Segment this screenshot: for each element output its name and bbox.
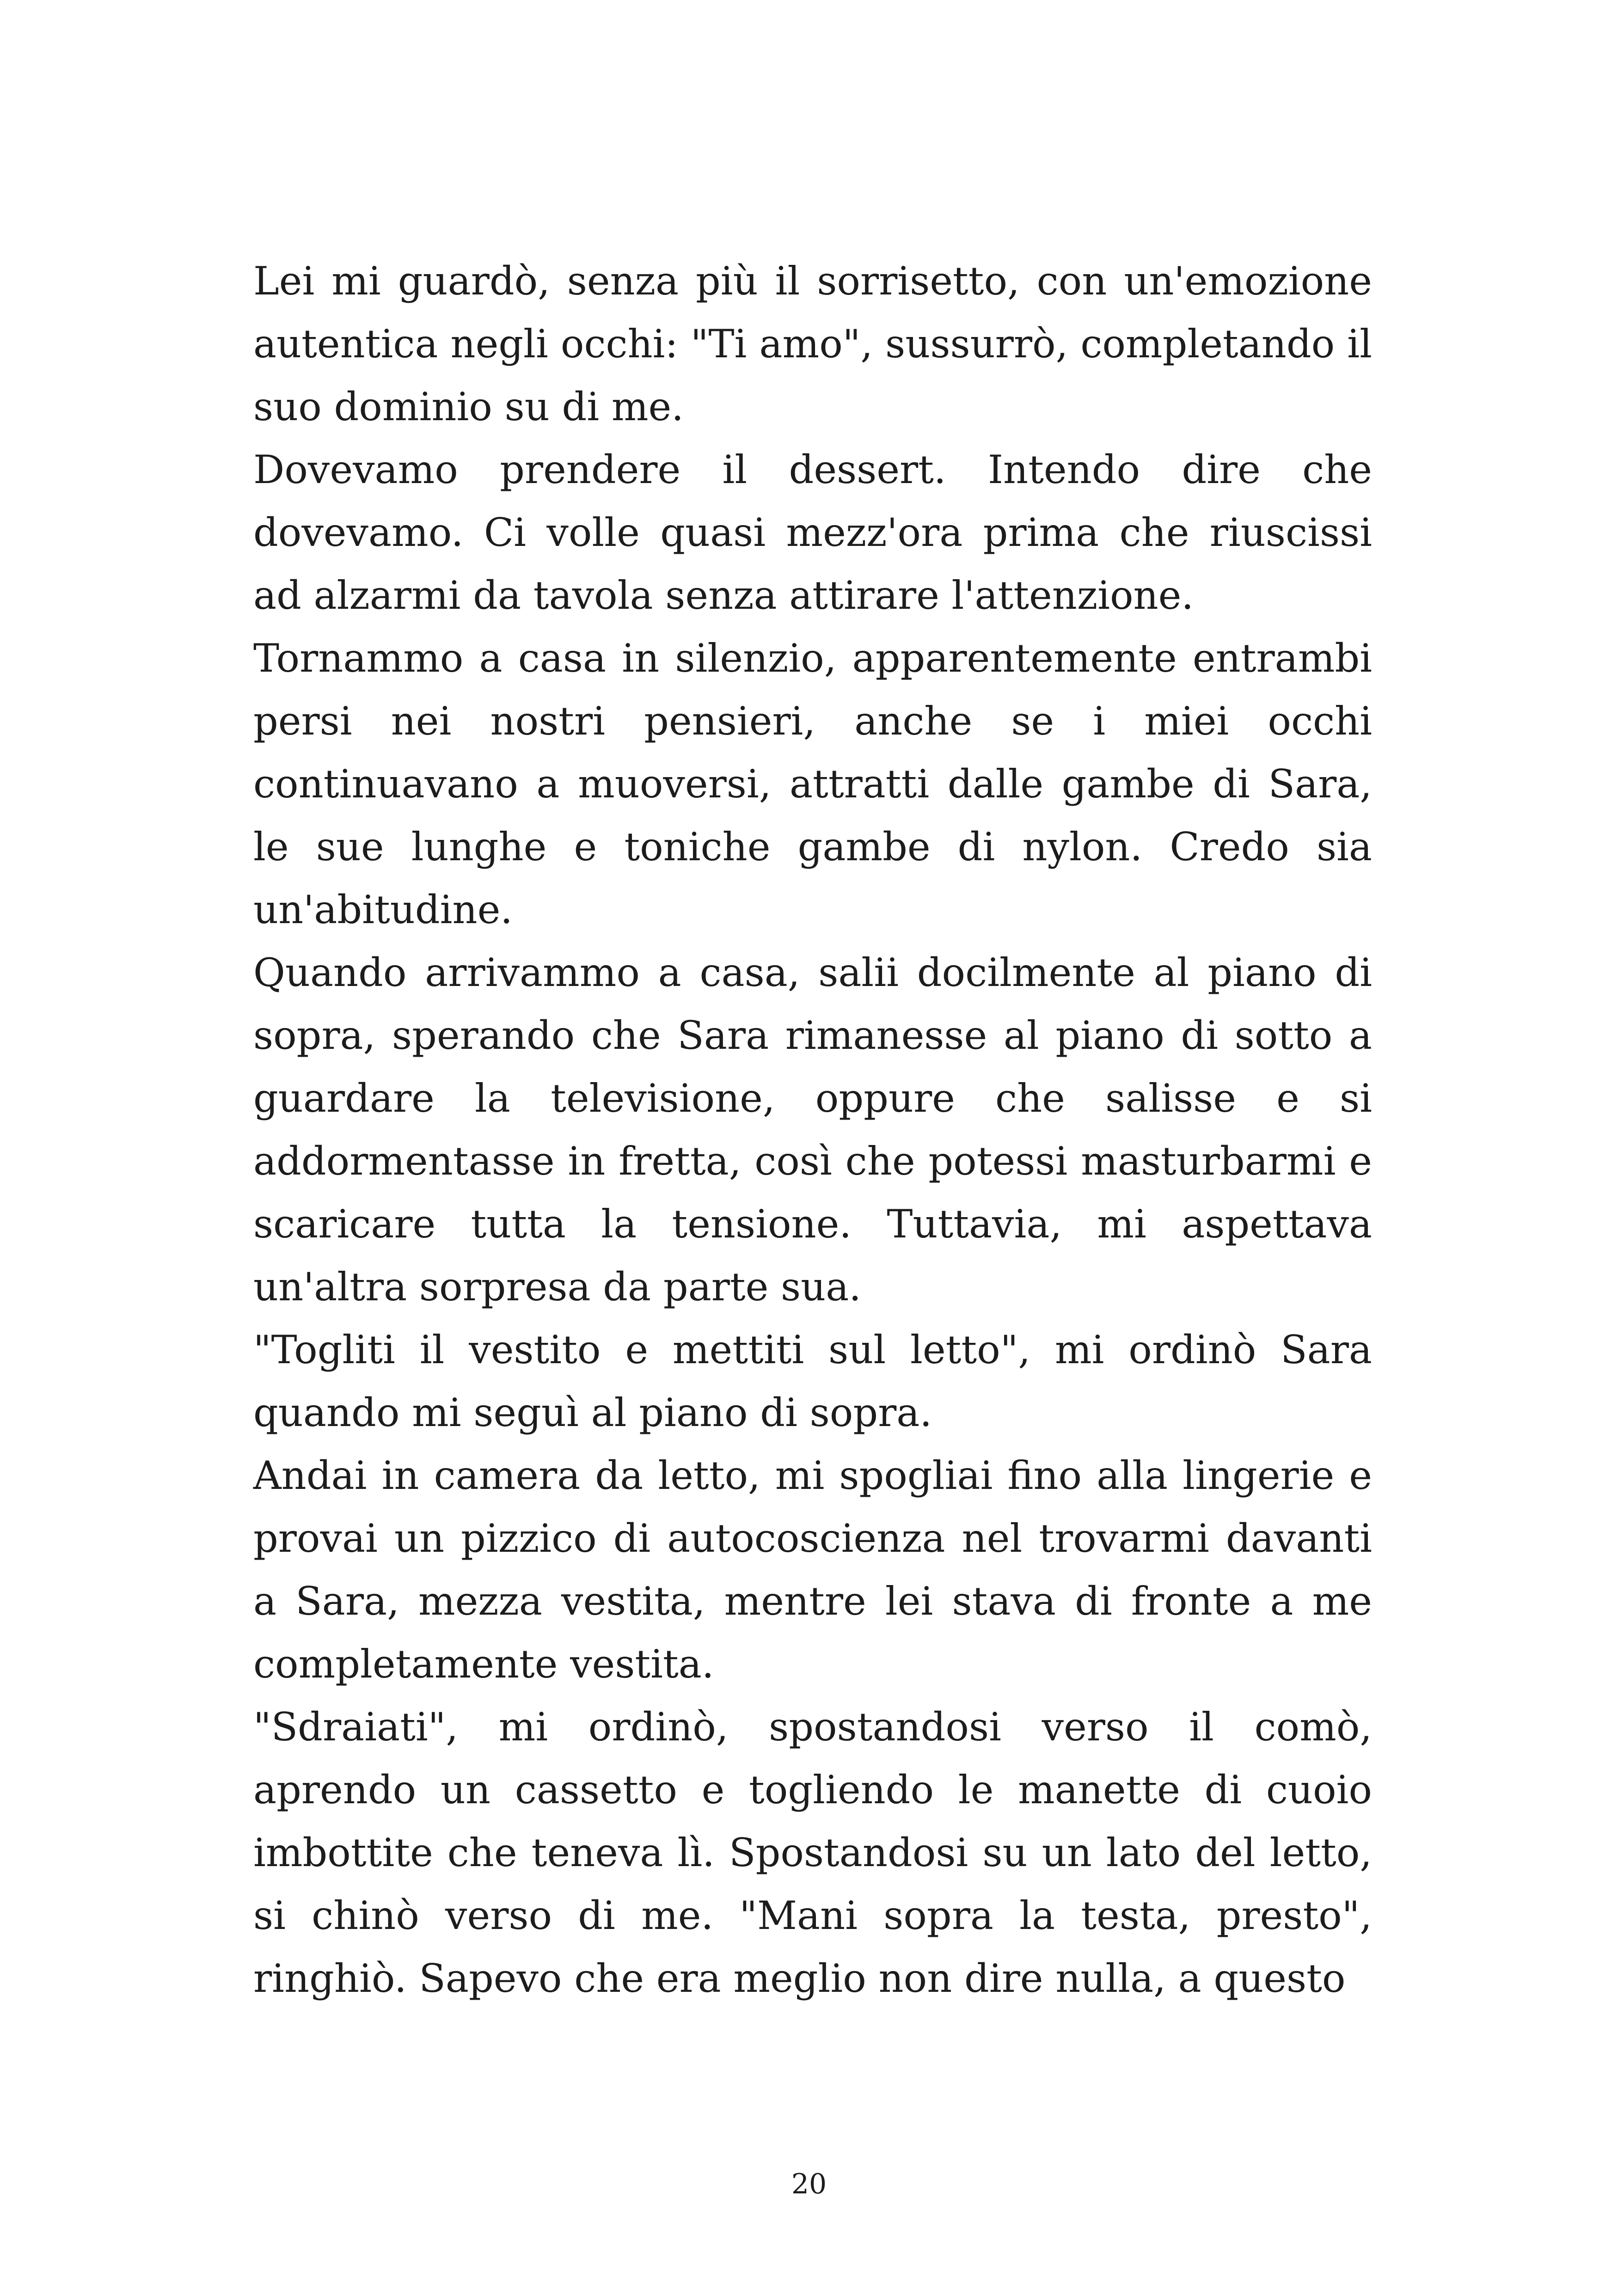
paragraph-4: Quando arrivammo a casa, salii docilmente al piano di sopra, sperando che Sara rimanesse al piano di sotto a guardare la televisione, oppure che salisse e si addormentasse in fretta, così che potessi masturbarmi e scaricare tutta la tensione. Tuttavia, mi aspettava un'altra sorpresa da parte sua.: [253, 950, 1372, 1310]
body-text: [253, 250, 1372, 2010]
paragraph-7: "Sdraiati", mi ordinò, spostandosi verso il comò, aprendo un cassetto e togliendo le manette di cuoio imbottite che teneva lì. Spostandosi su un lato del letto, si chinò verso di me. "Mani sopra la testa, presto", ringhiò. Sapevo che era meglio non dire nulla, a questo: [253, 1704, 1372, 2001]
paragraph-2: Dovevamo prendere il dessert. Intendo dire che dovevamo. Ci volle quasi mezz'ora prima che riuscissi ad alzarmi da tavola senza attirare l'attenzione.: [253, 447, 1372, 618]
paragraph-1: Lei mi guardò, senza più il sorrisetto, con un'emozione autentica negli occhi: "Ti amo", sussurrò, completando il suo dominio su di me.: [253, 258, 1372, 429]
paragraph-5: "Togliti il vestito e mettiti sul letto", mi ordinò Sara quando mi seguì al piano di sopra.: [253, 1327, 1372, 1435]
page-number: 20: [791, 2168, 827, 2200]
paragraph-3: Tornammo a casa in silenzio, apparentemente entrambi persi nei nostri pensieri, anche se i miei occhi continuavano a muoversi, attratti dalle gambe di Sara, le sue lunghe e toniche gambe di nylon. Credo sia un'abitudine.: [253, 636, 1372, 932]
paragraph-6: Andai in camera da letto, mi spogliai fino alla lingerie e provai un pizzico di autocoscienza nel trovarmi davanti a Sara, mezza vestita, mentre lei stava di fronte a me completamente vestita.: [253, 1453, 1372, 1687]
